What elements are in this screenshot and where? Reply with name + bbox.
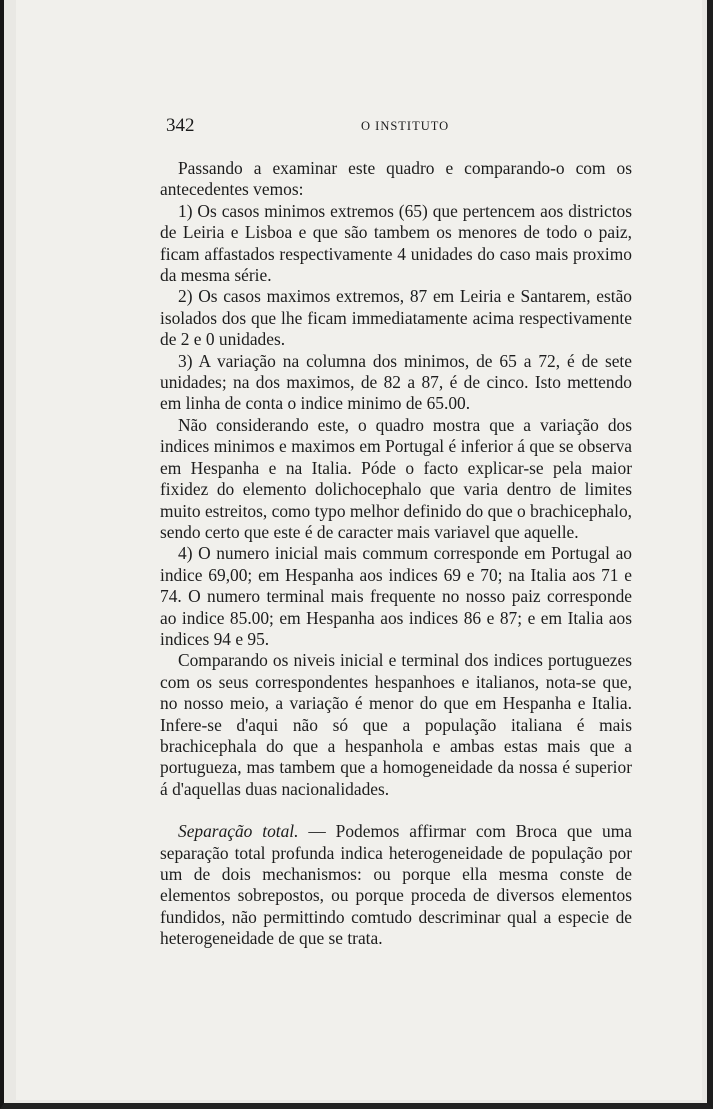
paragraph-point-4: 4) O numero inicial mais commum corresponde em Portugal ao indice 69,00; em Hespanha aos indices 69 e 70; na Italia aos 71 e 74. O numero terminal mais frequente no nosso paiz corresponde ao indice 85.00; em Hespanha aos indices 86 e 87; e em Italia aos indices 94 e 95.: [160, 543, 632, 649]
paragraph-point-2: 2) Os casos maximos extremos, 87 em Leiria e Santarem, estão isolados dos que lhe ficam immediatamente acima respectivamente de 2 e 0 unidades.: [160, 286, 632, 350]
section-dash: —: [298, 821, 336, 842]
paragraph-levels: Comparando os niveis inicial e terminal dos indices portuguezes com os seus correspondentes hespanhoes e italianos, nota-se que, no nosso meio, a variação é menor do que em Hespanha e Italia. Infere-se d'aqui não só que a população italiana é mais brachicephala do que a hespanhola e ambas estas mais que a portugueza, mas tambem que a homogeneidade da nossa é superior á d'aquellas duas nacionalidades.: [160, 650, 632, 799]
paragraph-comparison: Não considerando este, o quadro mostra que a variação dos indices minimos e maximos em Portugal é inferior á que se observa em Hespanha e na Italia. Póde o facto explicar-se pela maior fixidez do elemento dolichocephalo que varia dentro de limites muito estreitos, como typo melhor definido do que o brachicephalo, sendo certo que este é de caracter mais variavel que aquelle.: [160, 414, 632, 542]
paragraph-point-3: 3) A variação na columna dos minimos, de 65 a 72, é de sete unidades; na dos maximos, de 82 a 87, é de cinco. Isto mettendo em linha de conta o indice minimo de 65.00.: [160, 350, 632, 414]
body-text: [160, 158, 632, 950]
paragraph-point-1: 1) Os casos minimos extremos (65) que pertencem aos districtos de Leiria e Lisboa e que são tambem os menores de todo o paiz, ficam affastados respectivamente 4 unidades do caso mais proximo da mesma série.: [160, 200, 632, 286]
section-title: Separação total.: [178, 821, 299, 842]
running-head: O INSTITUTO: [361, 119, 450, 133]
paragraph-intro: Passando a examinar este quadro e comparando-o com os antecedentes vemos:: [160, 158, 632, 200]
page-number: 342: [166, 115, 195, 136]
section-body: Podemos affirmar com Broca que uma separação total profunda indica heterogeneidade de população por um de dois mechanismos: ou porque ella mesma conste de elementos sobrepostos, ou porque proceda de diversos elementos fundidos, não permittindo comtudo descriminar qual a especie de heterogeneidade de que se trata.: [160, 821, 632, 949]
paragraph-separacao-total: [160, 821, 632, 949]
section-spacer: [160, 800, 632, 821]
page-header: [166, 115, 666, 145]
